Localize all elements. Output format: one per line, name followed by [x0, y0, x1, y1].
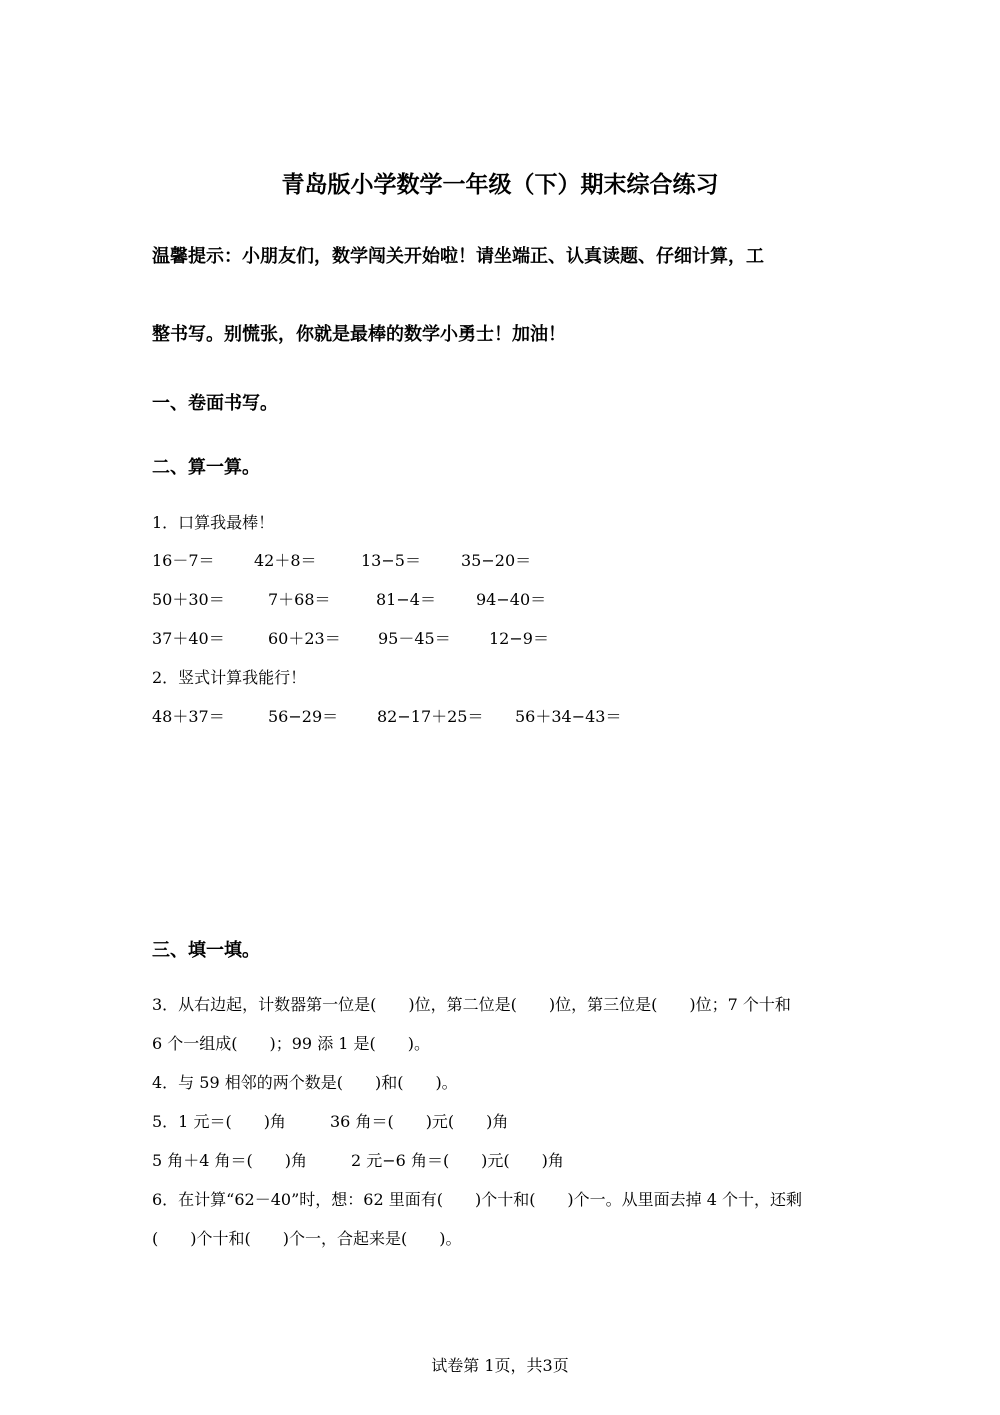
q2-item: 48＋37＝: [152, 707, 225, 726]
page-title: 青岛版小学数学一年级（下）期末综合练习: [281, 172, 719, 198]
q5-item: 36 角＝( )元( )角: [330, 1112, 509, 1131]
tip-line-2: 整书写。别慌张，你就是最棒的数学小勇士！加油！: [152, 324, 566, 345]
q6-line-2: ( )个十和( )个一，合起来是( )。: [152, 1229, 462, 1248]
q1-label: 1．口算我最棒！: [152, 513, 275, 532]
q1-item: 13−5＝: [361, 551, 421, 570]
q5-item: 5．1 元＝( )角: [152, 1112, 286, 1131]
q1-item: 60＋23＝: [268, 629, 341, 648]
q5-item: 5 角＋4 角＝( )角: [152, 1151, 308, 1170]
q1-item: 94−40＝: [476, 590, 547, 609]
q3-line-2: 6 个一组成( )；99 添 1 是( )。: [152, 1034, 431, 1053]
q3-line-1: 3．从右边起，计数器第一位是( )位，第二位是( )位，第三位是( )位；7 个十和: [152, 995, 791, 1014]
q1-item: 95－45＝: [378, 629, 451, 648]
q1-item: 12−9＝: [489, 629, 549, 648]
section2-heading: 二、算一算。: [152, 457, 260, 478]
q2-item: 56＋34−43＝: [515, 707, 622, 726]
q2-item: 56−29＝: [268, 707, 339, 726]
q5-item: 2 元−6 角＝( )元( )角: [351, 1151, 564, 1170]
q1-item: 42＋8＝: [254, 551, 317, 570]
q2-row: [152, 707, 622, 807]
section3-heading: 三、填一填。: [152, 940, 260, 961]
q4-line: 4．与 59 相邻的两个数是( )和( )。: [152, 1073, 458, 1092]
q1-item: 81−4＝: [376, 590, 436, 609]
section1-heading: 一、卷面书写。: [152, 393, 278, 414]
tip-line-1: 温馨提示：小朋友们，数学闯关开始啦！请坐端正、认真读题、仔细计算，工: [152, 246, 764, 267]
q2-label: 2．竖式计算我能行！: [152, 668, 307, 687]
q6-line-1: 6．在计算“62－40”时，想：62 里面有( )个十和( )个一。从里面去掉 4 个十，还剩: [152, 1190, 803, 1209]
q1-item: 16－7＝: [152, 551, 215, 570]
q1-item: 7＋68＝: [268, 590, 331, 609]
q1-item: 37＋40＝: [152, 629, 225, 648]
page-footer: 试卷第 1页，共3页: [431, 1356, 569, 1375]
q1-item: 35−20＝: [461, 551, 532, 570]
q1-item: 50＋30＝: [152, 590, 225, 609]
q2-item: 82−17＋25＝: [377, 707, 484, 726]
